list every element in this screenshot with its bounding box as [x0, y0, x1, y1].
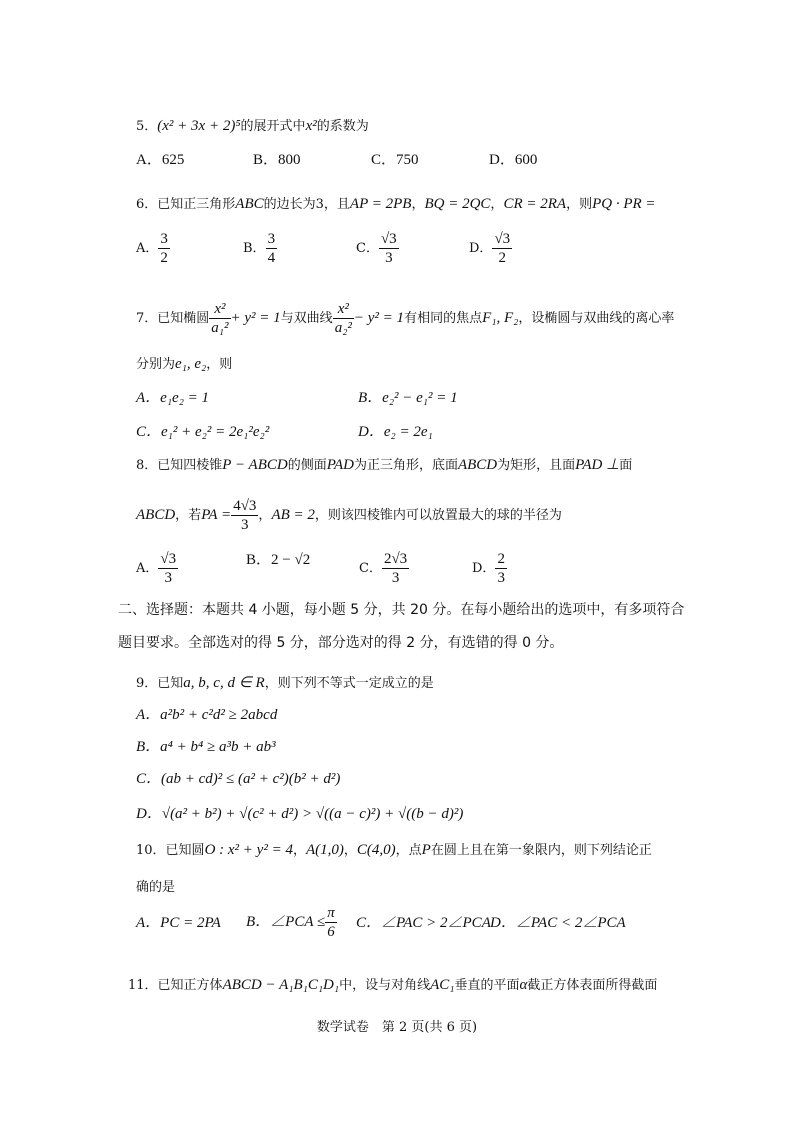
q5-option-a: A．625: [136, 152, 185, 168]
section2-instructions-line2: 题目要求。全部选对的得 5 分，部分选对的得 2 分，有选错的得 0 分。: [118, 635, 564, 651]
q6-condition-2: BQ = 2QC: [424, 196, 491, 212]
q8-option-c: C． $\frac{2√3}{3}$: [359, 551, 408, 586]
q8-option-b: B．2 − √2: [246, 552, 311, 568]
q8-stem: 8．已知四棱锥P − ABCD的侧面PAD为正三角形，底面ABCD为矩形，且面PAD ⊥面: [136, 457, 633, 473]
q9-option-c: C．(ab + cd)² ≤ (a² + c²)(b² + d²): [136, 771, 341, 787]
q6-stem: 6．已知正三角形ABC的边长为3，且AP = 2PB，BQ = 2QC，CR = 2RA，则PQ · PR =: [136, 196, 656, 212]
q11-stem: 11．已知正方体ABCD − A₁B₁C₁D₁中，设与对角线AC₁垂直的平面α截正方体表面所得截面: [128, 977, 658, 993]
q6-option-a: A． $\frac{3}{2}$: [136, 231, 168, 266]
q8-option-d: D． $\frac{2}{3}$: [472, 551, 505, 586]
q10-option-d: D．∠PAC < 2∠PCA: [490, 915, 626, 931]
page-footer: 数学试卷 第 2 页(共 6 页): [316, 1020, 478, 1035]
q7-option-b: B．e₂² − e₁² = 1: [358, 390, 458, 406]
q6-dot-product: PQ · PR =: [592, 196, 656, 212]
q8-stem-line2: ABCD，若PA = $\frac{4√3}{3}$ ，AB = 2，则该四棱锥内可以放置最大的球的半径为: [136, 498, 562, 533]
q9-option-a: A．a²b² + c²d² ≥ 2abcd: [136, 707, 278, 723]
q5-option-d: D．600: [489, 152, 538, 168]
q5-option-c: C．750: [371, 152, 419, 168]
q7-option-c: C．e₁² + e₂² = 2e₁²e₂²: [136, 424, 270, 440]
q6-option-c: C． $\frac{√3}{3}$: [356, 231, 397, 266]
q7-stem: 7．已知椭圆 $\frac{\text{x²}}{\text{a₁²}}$ + y² = 1与双曲线 $\frac{\text{x²}}{\text{a₂²}}$ − y² = 1有相同的焦点F₁, F₂，设椭圆与双曲线的离心率: [136, 301, 675, 336]
q6-option-d: D． $\frac{√3}{2}$: [469, 231, 511, 266]
q10-stem: 10．已知圆O : x² + y² = 4，A(1,0)，C(4,0)，点P在圆上且在第一象限内，则下列结论正: [136, 842, 652, 858]
q5-stem: 5．(x² + 3x + 2)⁵的展开式中x²的系数为: [136, 118, 369, 134]
q7-ellipse-fraction: $\frac{\text{x²}}{\text{a₁²}}$: [211, 301, 229, 336]
q8-pa-fraction: $\frac{4√3}{3}$: [233, 498, 257, 533]
q6-condition-3: CR = 2RA: [503, 196, 567, 212]
q6-condition-1: AP = 2PB: [349, 196, 412, 212]
q10-stem-line2: 确的是: [136, 880, 176, 895]
q7-option-a: A．e₁e₂ = 1: [136, 390, 210, 406]
q8-option-a: A． $\frac{√3}{3}$: [136, 551, 177, 586]
q10-option-b: B．∠PCA ≤ $\frac{\pi}{6}$: [246, 905, 335, 940]
q7-hyperbola-fraction: $\frac{\text{x²}}{\text{a₂²}}$: [334, 301, 352, 336]
q9-option-b: B．a⁴ + b⁴ ≥ a³b + ab³: [136, 739, 276, 755]
q10-option-a: A．PC = 2PA: [136, 915, 221, 931]
q5-expression: (x² + 3x + 2)⁵: [157, 118, 241, 134]
q7-stem-line2: 分别为e₁, e₂，则: [136, 356, 233, 372]
q7-option-d: D．e₂ = 2e₁: [358, 424, 433, 440]
q5-option-b: B．800: [253, 152, 301, 168]
q10-option-c: C．∠PAC > 2∠PCA: [356, 915, 491, 931]
section2-instructions-line1: 二、选择题：本题共 4 小题，每小题 5 分，共 20 分。在每小题给出的选项中，有多项符合: [118, 602, 685, 618]
q9-option-d: D．√(a² + b²) + √(c² + d²) > √((a − c)²) + √((b − d)²): [136, 806, 464, 822]
q6-option-b: B． $\frac{3}{4}$: [243, 231, 276, 266]
q9-stem: 9．已知a, b, c, d ∈ R，则下列不等式一定成立的是: [136, 675, 434, 691]
